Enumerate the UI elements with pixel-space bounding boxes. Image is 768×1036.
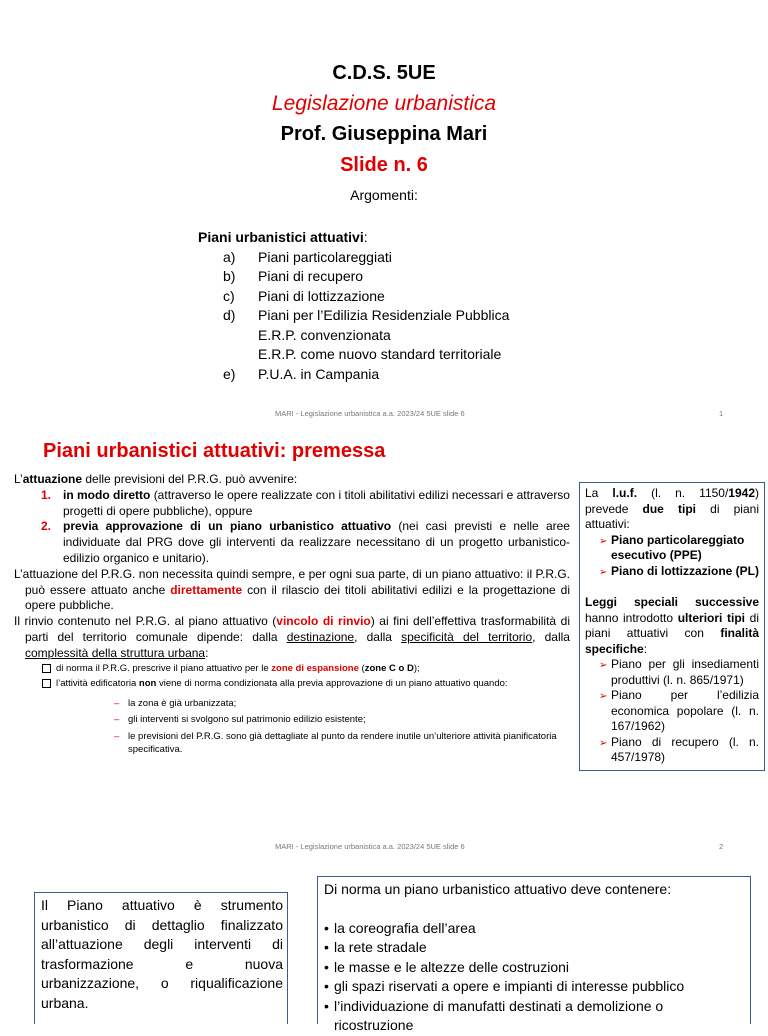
list-item: e) P.U.A. in Campania [223,365,380,382]
list-item: ➢ Piano per l’edilizia economica popolare (l. n. 167/1962) [599,688,759,733]
definition-box: Il Piano attuativo è strumento urbanistico di dettaglio finalizzato all’attuazione degli interventi di trasformazione e nuova urbanizzazione, o riqualificazione urbana. [34,892,288,1024]
list-item: d) Piani per l’Edilizia Residenziale Pubblica [223,307,510,323]
numbered-item: 1. in modo diretto (attraverso le opere realizzate con i titoli abilitativi edilizi necessari e attraverso progetti di opere pubbliche), oppure [41,487,570,518]
checkbox-bullet: di norma il P.R.G. prescrive il piano attuativo per le zone di espansione (zone C o D); [42,662,570,678]
list-item: • l’individuazione di manufatti destinati a demolizione o ricostruzione [324,997,664,1033]
slide-3 [0,856,768,1033]
page-number: 2 [719,842,724,851]
list-item: • la rete stradale [324,939,427,955]
dash-item: – gli interventi si svolgono sul patrimonio edilizio esistente; [114,714,366,726]
list-item: a) Piani particolareggiati [223,248,392,265]
paragraph: L’attuazione delle previsioni del P.R.G. può avvenire: [14,472,298,486]
page-number: 1 [719,409,724,418]
checkbox-icon [42,664,51,673]
slide-title: Piani urbanistici attuativi: premessa [43,440,386,462]
arrow-right-icon: ➢ [599,737,608,749]
paragraph: La l.u.f. (l. n. 1150/1942) prevede due tipi di piani attuativi: [585,486,759,531]
arrow-right-icon: ➢ [599,566,608,578]
paragraph: Leggi speciali successive hanno introdotto ulteriori tipi di piani attuativi con finalità specifiche: [585,595,759,656]
list-item: ➢ Piano per gli insediamenti produttivi (l. n. 865/1971) [599,657,759,687]
list-subitem: E.R.P. come nuovo standard territoriale [258,346,502,362]
list-item: • gli spazi riservati a opere e impianti di interesse pubblico [324,978,685,994]
checkbox-icon [42,679,51,688]
course-code: C.D.S. 5UE [332,62,436,84]
paragraph: Il rinvio contenuto nel P.R.G. al piano attuativo (vincolo di rinvio) ai fini dell’effettiva trasformabilità di parti del territorio comunale dipende: dalla destinazione, dalla specificità del territorio, dalla complessità della struttura urbana: [14,614,570,660]
contents-box [317,876,751,1033]
topics-label: Argomenti: [350,187,418,203]
list-item: • le masse e le altezze delle costruzioni [324,958,570,975]
paragraph: L’attuazione del P.R.G. non necessita quindi sempre, e per ogni sua parte, di un piano attuativo: il P.R.G. può essere attuato anche direttamente con il rilascio dei titoli abilitativi edilizi e la progettazione di opere pubbliche. [14,566,570,613]
list-item: b) Piani di recupero [223,268,364,284]
professor-name: Prof. Giuseppina Mari [280,123,488,145]
slide-number: Slide n. 6 [340,154,428,176]
list-item: ➢ Piano di recupero (l. n. 457/1978) [599,734,759,764]
list-item: c) Piani di lottizzazione [223,287,385,304]
dash-item: – la zona è già urbanizzata; [114,697,237,709]
course-title: Legislazione urbanistica [271,92,497,115]
slide-2: Piani urbanistici attuativi: premessa L’attuazione delle previsioni del P.R.G. può avvenire: 1. in modo diretto (attraverso le opere realizzate con i titoli abilitativi edilizi necessari e attraverso progetti di opere pubbliche), oppure 2. previa approvazione di un piano urbanistico attuativo (nei casi previsti e nelle aree individuate dal PRG dove gli interventi da realizzare necessitano di un progetto urbanistico-edilizio organico e unitario). L’attuazione del P.R.G. non necessita quindi sempre, e per ogni sua parte, di un piano attuativo: il P.R.G. può essere attuato anche direttamente con il rilascio dei titoli abilitativi edilizi e la progettazione di opere pubbliche. Il rinvio contenuto nel P.R.G. al piano attuativo (vincolo di rinvio) ai fini dell’effettiva trasformabilità di parti del territorio comunale dipende: dalla destinazione, dalla specificità del territorio, dalla complessità della struttura urbana: di norma il P.R.G. prescrive il piano attuativo per le zone di espansione (zone C o D); l’attività edificatoria non viene di norma condizionata alla previa approvazione di un piano attuativo quando: – la zona è già urbanizzata; – gli interventi si svolgono sul patrimonio edilizio esistente; – le previsioni del P.R.G. sono già dettagliate al punto da rendere inutile un’ulteriore attività pianificatoria specificativa. La l.u.f. (l. n. 1150/1942) prevede due tipi di piani attuativi: ➢ Piano particolareggiato esecutivo (PPE) ➢ Piano di lottizzazione (PL) Leggi speciali successive hanno introdotto ulteriori tipi di piani attuativi con finalità specifiche: ➢ Piano per gli insediamenti produttivi (l. n. 865/1971) ➢ Piano per l’edilizia economica popolare (l. n. 167/1962) ➢ Piano di recupero (l. n. 457/1978) MARI - Legislazione urbanistica a.a. 2023/24 5UE slide 6 2 [0,424,768,856]
checkbox-bullet: l’attività edificatoria non viene di norma condizionata alla previa approvazione di un piano attuativo quando: [42,677,570,693]
numbered-item: 2. previa approvazione di un piano urbanistico attuativo (nei casi previsti e nelle aree individuate dal PRG dove gli interventi da realizzare necessitano di un progetto urbanistico-edilizio organico e unitario). [41,519,570,565]
arrow-right-icon: ➢ [599,691,608,702]
main-text [14,472,570,757]
arrow-right-icon: ➢ [599,660,608,671]
list-subitem: E.R.P. convenzionata [258,326,391,343]
topics-list [198,228,509,384]
list-item: ➢ Piano di lottizzazione (PL) [599,564,759,581]
slide-1: C.D.S. 5UE Legislazione urbanistica Prof. Giuseppina Mari Slide n. 6 Argomenti: Piani urbanistici attuativi: a) Piani particolareggiati b) Piani di recupero c) Piani di lottizzazione d) Piani per l’Edilizia Residenziale Pubblica E.R.P. convenzionata E.R.P. come nuovo standard territoriale e) P.U.A. in Campania MARI - Legislazione urbanistica a.a. 2023/24 5UE slide 6 1 [0,0,768,424]
arrow-right-icon: ➢ [599,535,608,547]
dash-item: – le previsioni del P.R.G. sono già dettagliate al punto da rendere inutile un’ulteriore attività pianificatoria specificativa. [114,730,557,756]
list-item: ➢ Piano particolareggiato esecutivo (PPE) [599,532,745,562]
contents-intro: Di norma un piano urbanistico attuativo deve contenere: [324,881,672,897]
topics-heading: Piani urbanistici attuativi: [198,229,368,245]
plan-types-box [579,482,765,771]
list-item: • la coreografia dell’area [324,919,476,936]
